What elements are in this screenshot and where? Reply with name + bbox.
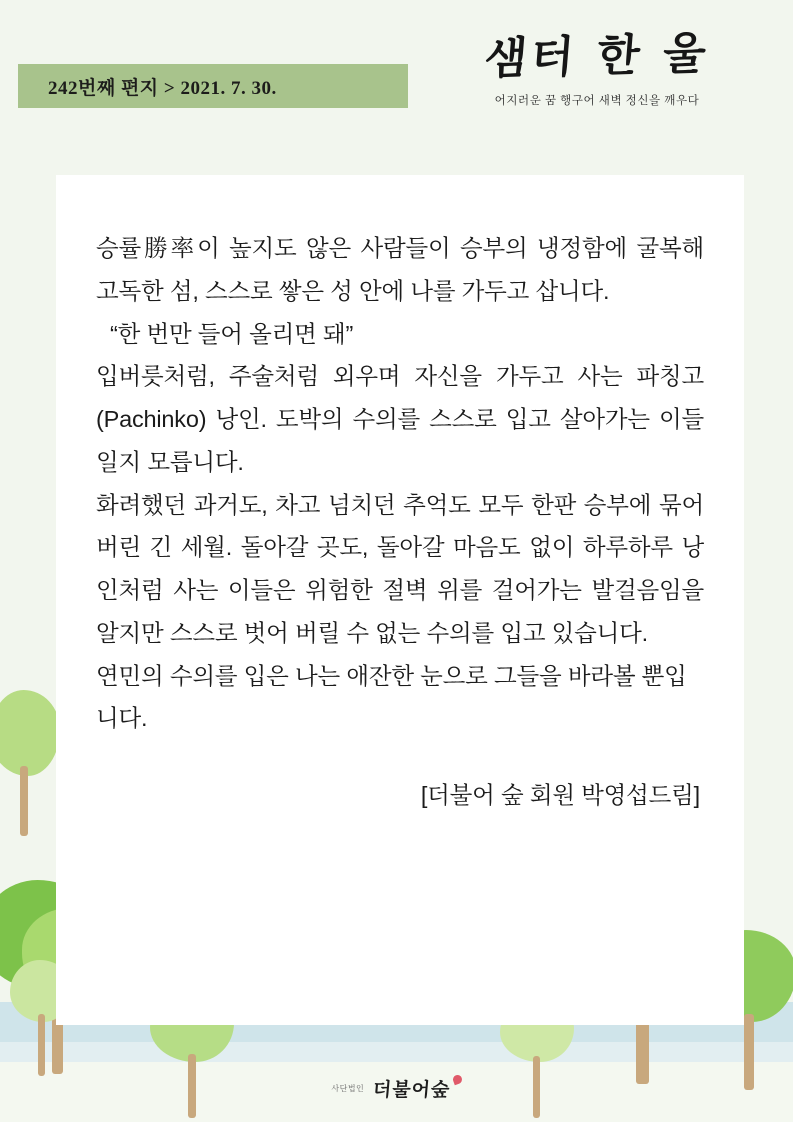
- brand-block: [447, 28, 747, 108]
- letter-paragraph: 승률勝率이 높지도 않은 사람들이 승부의 냉정함에 굴복해 고독한 섬, 스스로 쌓은 성 안에 나를 가두고 삽니다.: [96, 235, 704, 304]
- footer-logo-leaf-icon: [451, 1074, 463, 1086]
- letter-card: [56, 175, 744, 1025]
- letter-number-text: 242번째 편지 > 2021. 7. 30.: [48, 77, 277, 99]
- letter-quote: “한 번만 들어 올리면 돼”: [110, 320, 354, 347]
- page-header: [0, 0, 793, 150]
- footer-logo-main-text: 더불어숲: [371, 1079, 452, 1101]
- letter-number-tag: [18, 64, 408, 108]
- letter-paragraph: 입버릇처럼, 주술처럼 외우며 자신을 가두고 사는 파칭고(Pachinko) 낭인. 도박의 수의를 스스로 입고 살아가는 이들일지 모릅니다.: [96, 363, 704, 475]
- brand-title: 샘터 한 울: [482, 28, 712, 85]
- footer-logo: [0, 1075, 793, 1102]
- brand-subtitle: 어지러운 꿈 행구어 새벽 정신을 깨우다: [494, 95, 700, 108]
- letter-paragraph: 연민의 수의를 입은 나는 애잔한 눈으로 그들을 바라볼 뿐입니다.: [96, 662, 687, 732]
- letter-paragraph: 화려했던 과거도, 차고 넘치던 추억도 모두 한판 승부에 묶어버린 긴 세월. 돌아갈 곳도, 돌아갈 마음도 없이 하루하루 낭인처럼 사는 이들은 위험한 절벽 위를 걸어가는 발걸음임을 알지만 스스로 벗어 버릴 수 없는 수의를 입고 있습니다.: [96, 491, 704, 646]
- letter-signature: [더불어 숲 회원 박영섭드림]: [420, 782, 700, 809]
- letter-body: [56, 175, 744, 817]
- footer-logo-small-text: 사단법인: [331, 1084, 365, 1093]
